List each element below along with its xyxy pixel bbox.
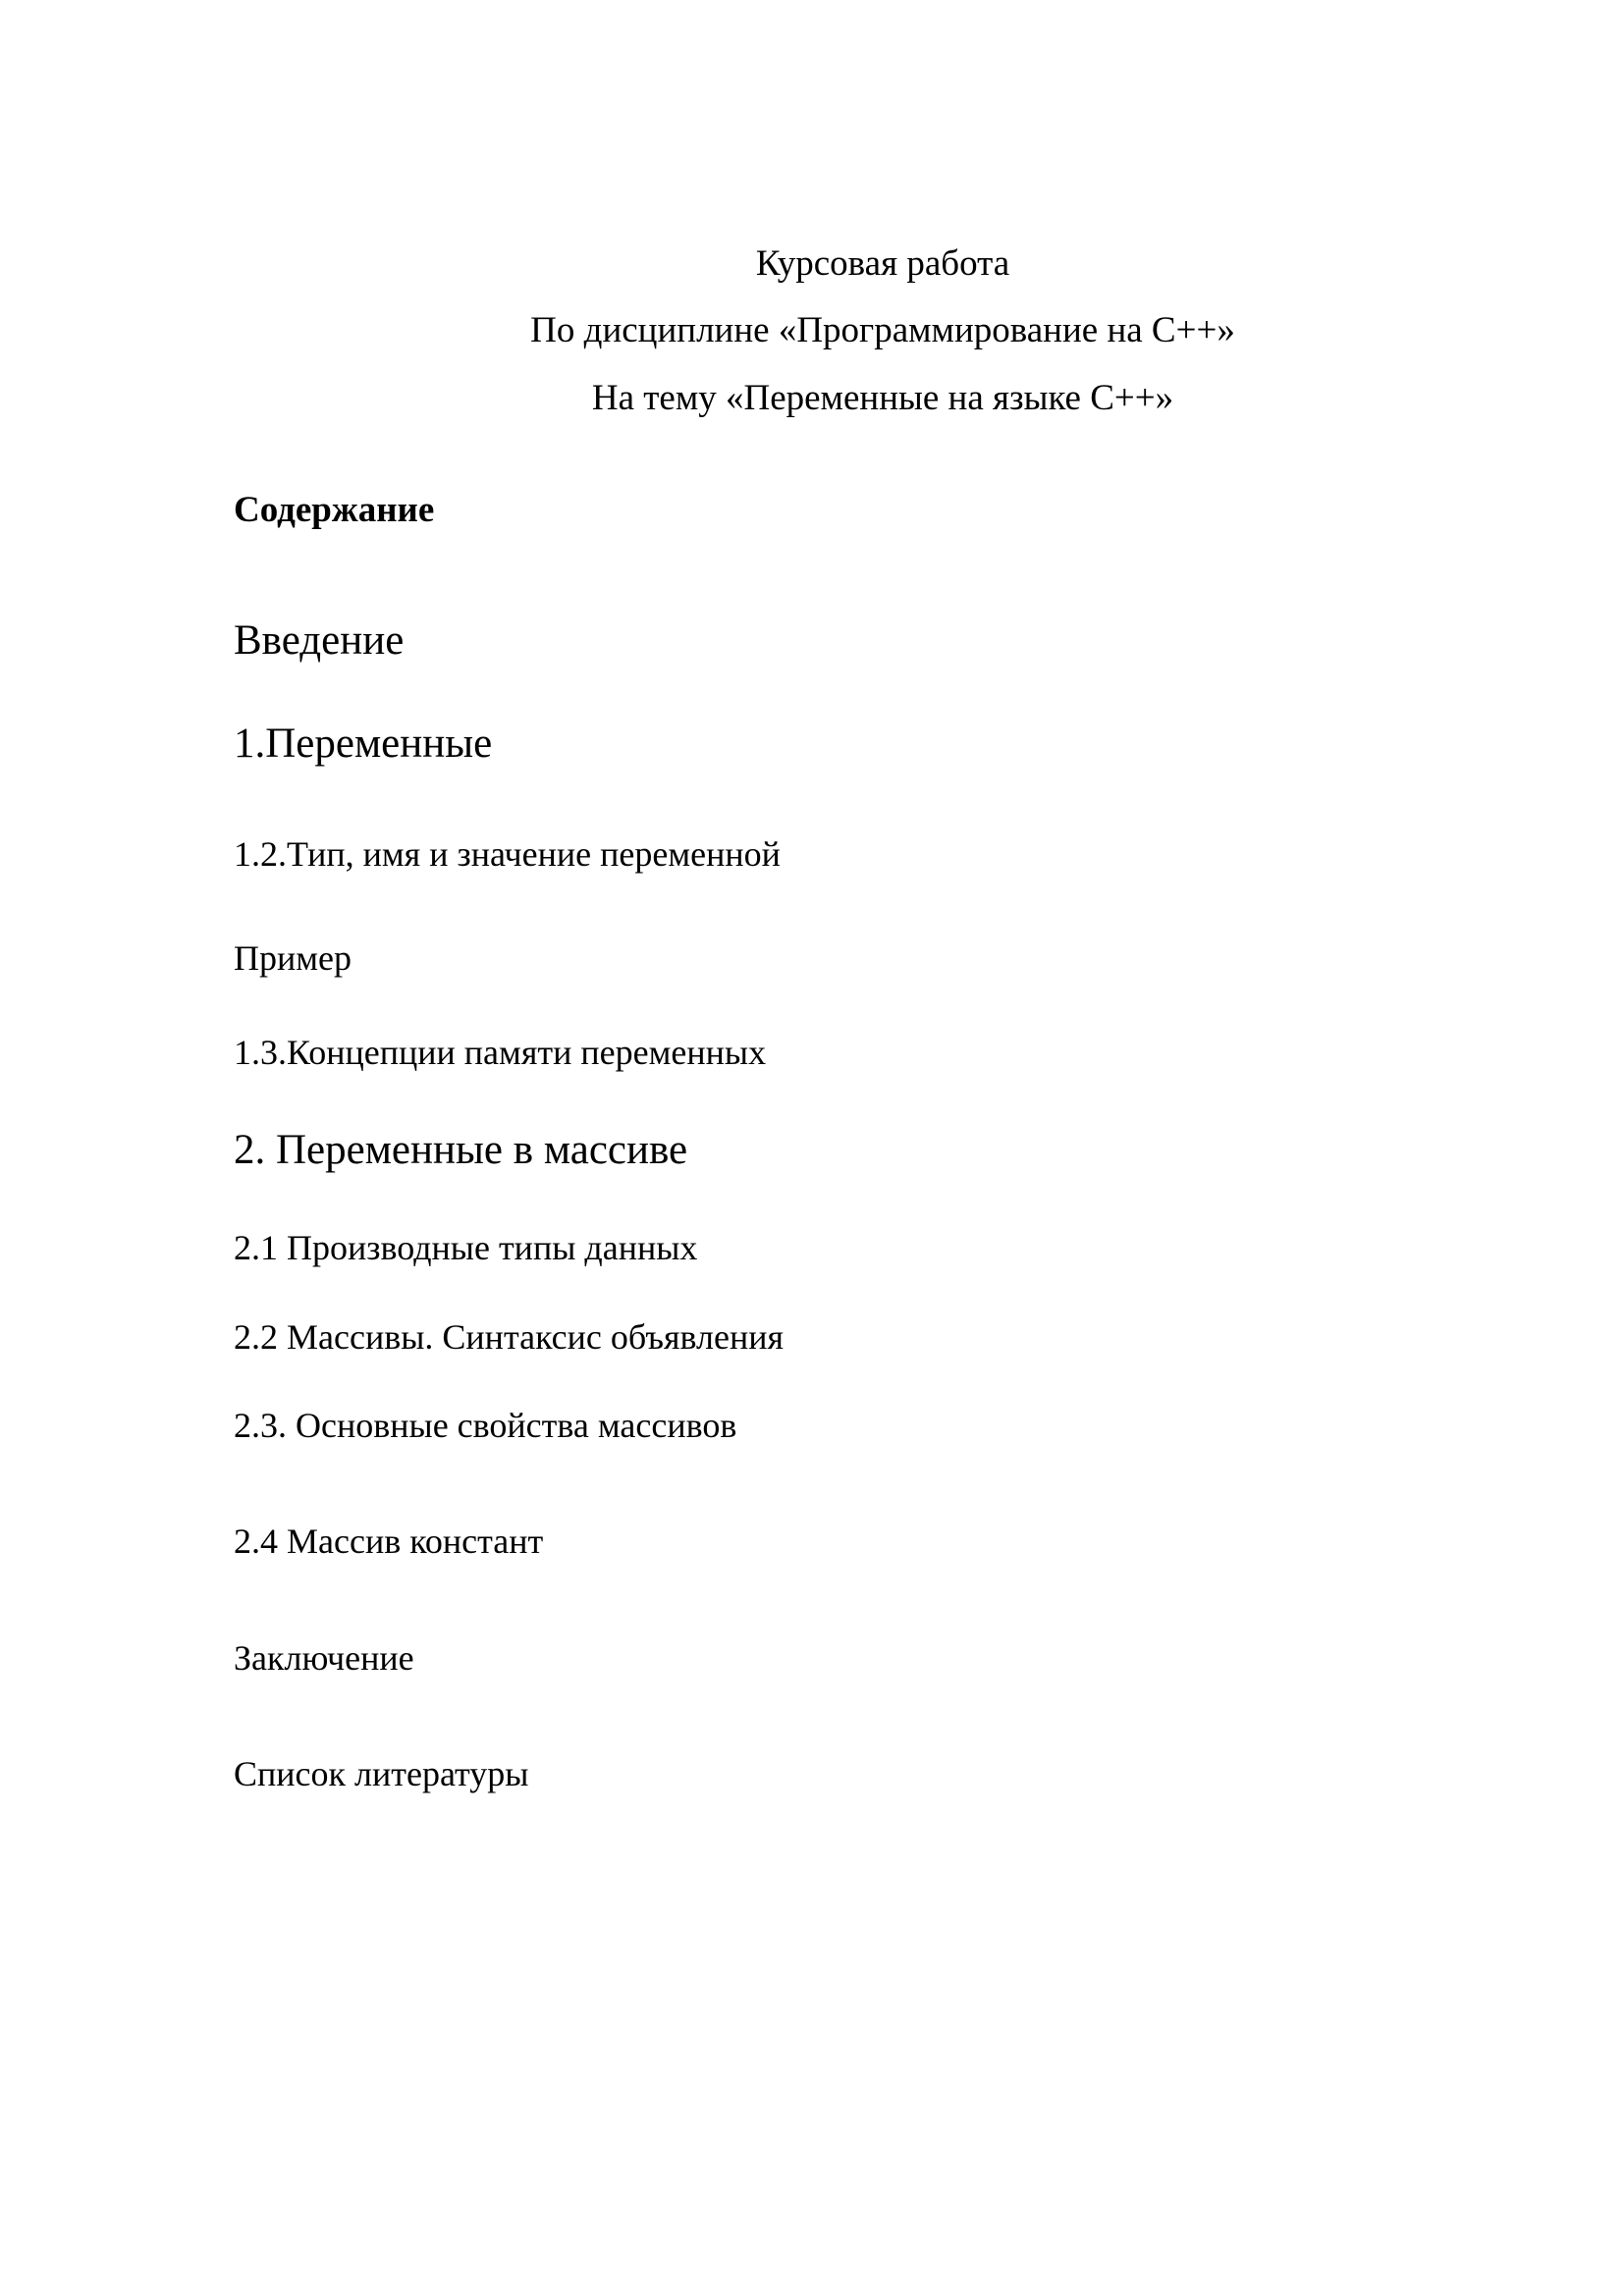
toc-item-introduction: Введение: [234, 617, 405, 664]
topic-line: На тему «Переменные на языке С++»: [591, 378, 1174, 418]
toc-item-derived-types: 2.1 Производные типы данных: [234, 1228, 698, 1267]
toc-item-type-name-value: 1.2.Тип, имя и значение переменной: [234, 834, 781, 874]
toc-item-bibliography: Список литературы: [234, 1754, 529, 1793]
document-type-title: Курсовая работа: [755, 243, 1010, 284]
discipline-line: По дисциплине «Программирование на С++»: [530, 310, 1235, 350]
toc-item-variables: 1.Переменные: [234, 721, 493, 767]
toc-item-example: Пример: [234, 938, 352, 978]
toc-item-array-syntax: 2.2 Массивы. Синтаксис объявления: [234, 1317, 785, 1357]
toc-item-array-variables: 2. Переменные в массиве: [234, 1127, 688, 1173]
toc-heading: Содержание: [234, 490, 435, 530]
toc-item-array-properties: 2.3. Основные свойства массивов: [234, 1406, 737, 1445]
toc-item-constant-array: 2.4 Массив констант: [234, 1522, 544, 1561]
toc-item-conclusion: Заключение: [234, 1638, 414, 1678]
toc-item-memory-concepts: 1.3.Концепции памяти переменных: [234, 1033, 767, 1072]
